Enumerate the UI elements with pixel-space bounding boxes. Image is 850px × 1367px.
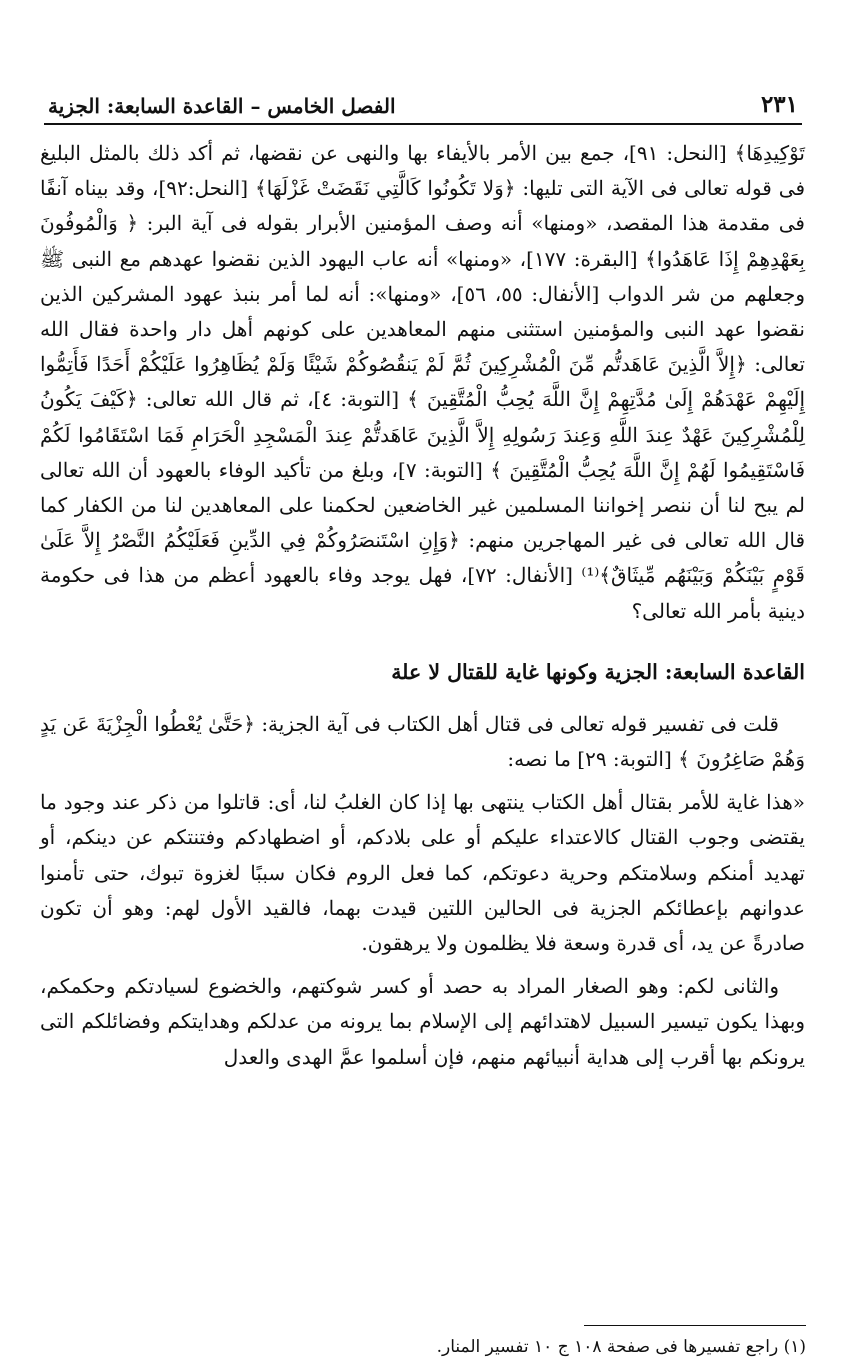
running-title: الفصل الخامس – القاعدة السابعة: الجزية bbox=[48, 94, 396, 118]
paragraph-quoted-tafsir: «هذا غاية للأمر بقتال أهل الكتاب ينتهى بها إذا كان الغلبُ لنا، أى: قاتلوا من ذكر عند وجود ما يقتضى وجوب القتال كالاعتداء عليكم أو على بلادكم، أو اضطهادكم وفتنتكم عن دينكم، أو تهديد أمنكم وسلامتكم وحرية دعوتكم، كما فعل الروم فكان سببًا لغزوة تبوك، حتى تأمنوا عدوانهم بإعطائكم الجزية فى الحالين اللتين قيدت بهما، فالقيد الأول لهم: وهو أن تكون صادرةً عن يد، أى قدرة وسعة فلا يظلمون ولا يرهقون. bbox=[40, 790, 805, 956]
page-number: ٢٣١ bbox=[760, 91, 798, 118]
page-body bbox=[40, 136, 805, 1075]
paragraph-second-condition: والثانى لكم: وهو الصغار المراد به حصد أو كسر شوكتهم، والخضوع لسيادتكم وحكمكم، وبهذا يكون تيسير السبيل لاهتدائهم إلى الإسلام بما يرونه من عدلكم وهدايتكم وفضائلكم التى يرونكم بها أقرب إلى هداية أنبيائهم منهم، فإن أسلموا عمَّ الهدى والعدل bbox=[40, 974, 805, 1069]
footnote: (١) راجع تفسيرها فى صفحة ١٠٨ ج ١٠ تفسير المنار. bbox=[436, 1337, 806, 1357]
paragraph-fulfilling-covenants: تَوْكِيدِهَا﴾ [النحل: ٩١]، جمع بين الأمر بالأيفاء بها والنهى عن نقضها، ثم أكد ذلك بالمثل البليغ فى قوله تعالى فى الآية التى تليها: ﴿وَلا تَكُونُوا كَالَّتِي نَقَضَتْ غَزْلَهَا﴾ [النحل:٩٢]، وقد بيناه آنفًا فى مقدمة هذا المقصد، «ومنها» أنه وصف المؤمنين الأبرار بقوله فى آية البر: ﴿ وَالْمُوفُونَ بِعَهْدِهِمْ إِذَا عَاهَدُوا﴾ [البقرة: ١٧٧]، «ومنها» أنه عاب اليهود الذين نقضوا عهدهم مع النبى ﷺ وجعلهم من شر الدواب [الأنفال: ٥٥، ٥٦]، «ومنها»: أنه لما أمر بنبذ عهود المشركين الذين نقضوا عهد النبى والمؤمنين استثنى منهم المعاهدين على كونهم أهل دار واحدة فقال الله تعالى: ﴿إِلاَّ الَّذِينَ عَاهَدتُّم مِّنَ الْمُشْرِكِينَ ثُمَّ لَمْ يَنقُصُوكُمْ شَيْئًا وَلَمْ يُظَاهِرُوا عَلَيْكُمْ أَحَدًا فَأَتِمُّوا إِلَيْهِمْ عَهْدَهُمْ إِلَىٰ مُدَّتِهِمْ إِنَّ اللَّهَ يُحِبُّ الْمُتَّقِينَ ﴾ [التوبة: ٤]، ثم قال الله تعالى: ﴿كَيْفَ يَكُونُ لِلْمُشْرِكِينَ عَهْدٌ عِندَ اللَّهِ وَعِندَ رَسُولِهِ إِلاَّ الَّذِينَ عَاهَدتُّمْ عِندَ الْمَسْجِدِ الْحَرَامِ فَمَا اسْتَقَامُوا لَكُمْ فَاسْتَقِيمُوا لَهُمْ إِنَّ اللَّهَ يُحِبُّ الْمُتَّقِينَ ﴾ [التوبة: ٧]، وبلغ من تأكيد الوفاء بالعهود أن الله تعالى لم يبح لنا أن ننصر إخواننا المسلمين غير الخاضعين لحكمنا على المعاهدين لنا من الكفار كما قال الله تعالى فى غير المهاجرين منهم: ﴿وَإِنِ اسْتَنصَرُوكُمْ فِي الدِّينِ فَعَلَيْكُمُ النَّصْرُ إِلاَّ عَلَىٰ قَوْمٍ بَيْنَكُمْ وَبَيْنَهُم مِّيثَاقٌ﴾⁽¹⁾ [الأنفال: ٧٢]، فهل يوجد وفاء بالعهود أعظم من هذا فى حكومة دينية بأمر الله تعالى؟ bbox=[40, 141, 806, 623]
page-header bbox=[48, 82, 798, 118]
footnote-rule bbox=[584, 1325, 806, 1326]
section-heading: القاعدة السابعة: الجزية وكونها غاية للقتال لا علة bbox=[391, 659, 805, 684]
header-rule bbox=[44, 123, 802, 125]
paragraph-jizya-verse: قلت فى تفسير قوله تعالى فى قتال أهل الكتاب فى آية الجزية: ﴿حَتَّىٰ يُعْطُوا الْجِزْيَةَ عَن يَدٍ وَهُمْ صَاغِرُونَ ﴾ [التوبة: ٢٩] ما نصه: bbox=[40, 711, 805, 772]
